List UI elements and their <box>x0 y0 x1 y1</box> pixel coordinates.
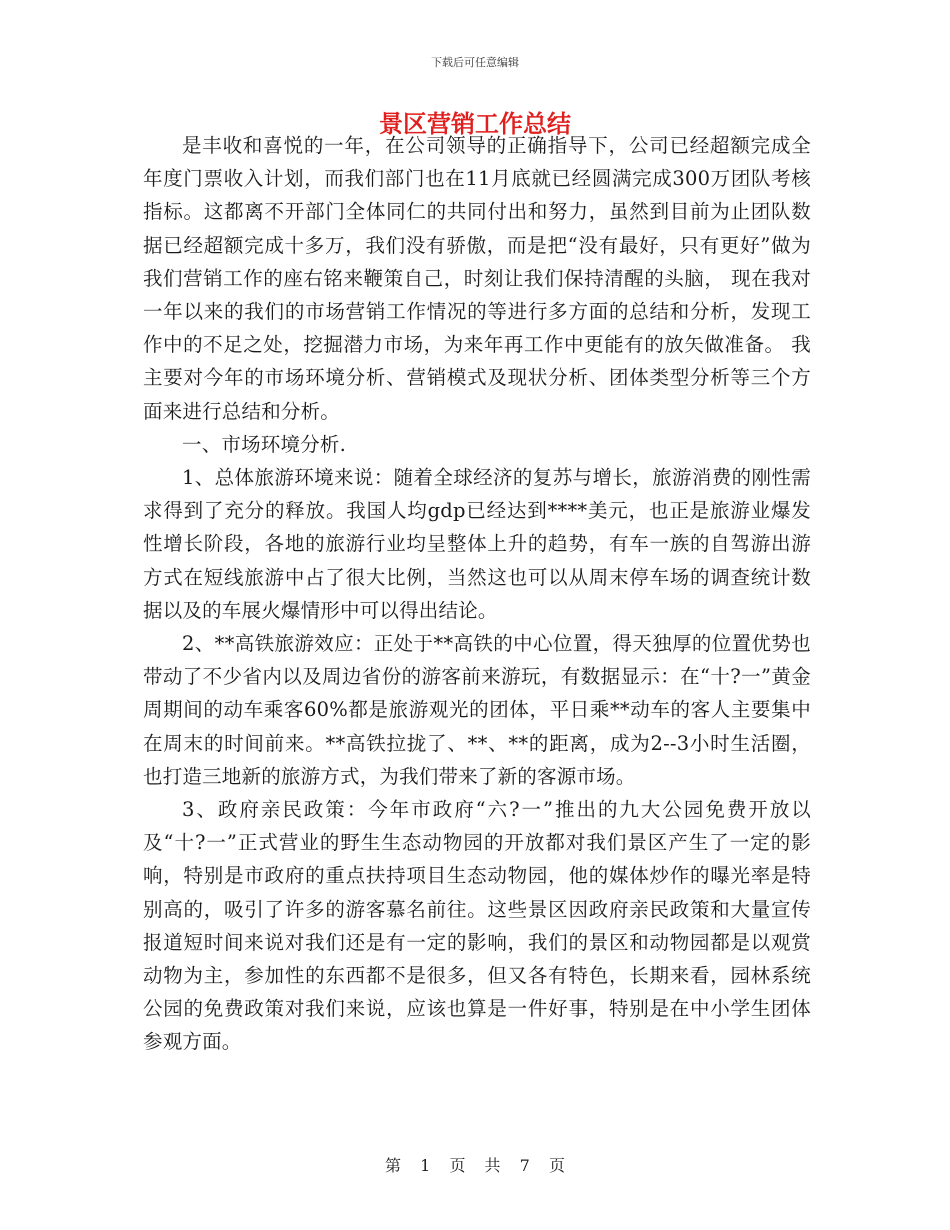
footer-label-gong: 共 <box>484 1156 501 1175</box>
document-body <box>143 129 811 1059</box>
footer-label-ye2: 页 <box>548 1156 565 1175</box>
paragraph-government-policy: 3、政府亲民政策：今年市政府“六?一”推出的九大公园免费开放以及“十?一”正式营业的野生生态动物园的开放都对我们景区产生了一定的影响，特别是市政府的重点扶持项目生态动物园，他的媒体炒作的曝光率是特别高的，吸引了许多的游客慕名前往。这些景区因政府亲民政策和大量宣传报道短时间来说对我们还是有一定的影响，我们的景区和动物园都是以观赏动物为主，参加性的东西都不是很多，但又各有特色，长期来看，园林系统公园的免费政策对我们来说，应该也算是一件好事，特别是在中小学生团体参观方面。 <box>143 798 811 1054</box>
footer-total-pages: 7 <box>519 1156 530 1175</box>
page-footer <box>0 1153 950 1176</box>
paragraph-intro: 是丰收和喜悦的一年，在公司领导的正确指导下，公司已经超额完成全年度门票收入计划，而我们部门也在11月底就已经圆满完成300万团队考核指标。这都离不开部门全体同仁的共同付出和努力，虽然到目前为止团队数据已经超额完成十多万，我们没有骄傲，而是把“没有最好，只有更好”做为我们营销工作的座右铭来鞭策自己，时刻让我们保持清醒的头脑， 现在我对一年以来的我们的市场营销工作情况的等进行多方面的总结和分析，发现工作中的不足之处，挖掘潜力市场，为来年再工作中更能有的放矢做准备。 我主要对今年的市场环境分析、营销模式及现状分析、团体类型分析等三个方面来进行总结和分析。 <box>143 134 811 423</box>
footer-label-ye: 页 <box>449 1156 466 1175</box>
footer-current-page: 1 <box>420 1156 431 1175</box>
page-header-note: 下载后可任意编辑 <box>431 56 519 69</box>
section-heading-market-environment: 一、市场环境分析. <box>182 432 346 456</box>
paragraph-overall-tourism: 1、总体旅游环境来说：随着全球经济的复苏与增长，旅游消费的刚性需求得到了充分的释放。我国人均gdp已经达到****美元，也正是旅游业爆发性增长阶段，各地的旅游行业均呈整体上升的趋势，有车一族的自驾游出游方式在短线旅游中占了很大比例，当然这也可以从周末停车场的调查统计数据以及的车展火爆情形中可以得出结论。 <box>143 466 811 622</box>
document-title: 景区营销工作总结 <box>379 110 571 138</box>
footer-label-di: 第 <box>385 1156 402 1175</box>
paragraph-high-speed-rail: 2、**高铁旅游效应：正处于**高铁的中心位置，得天独厚的位置优势也带动了不少省内以及周边省份的游客前来游玩，有数据显示：在“十?一”黄金周期间的动车乘客60%都是旅游观光的团体，平日乘**动车的客人主要集中在周末的时间前来。**高铁拉拢了、**、**的距离，成为2--3小时生活圈，也打造三地新的旅游方式，为我们带来了新的客源市场。 <box>143 632 811 788</box>
